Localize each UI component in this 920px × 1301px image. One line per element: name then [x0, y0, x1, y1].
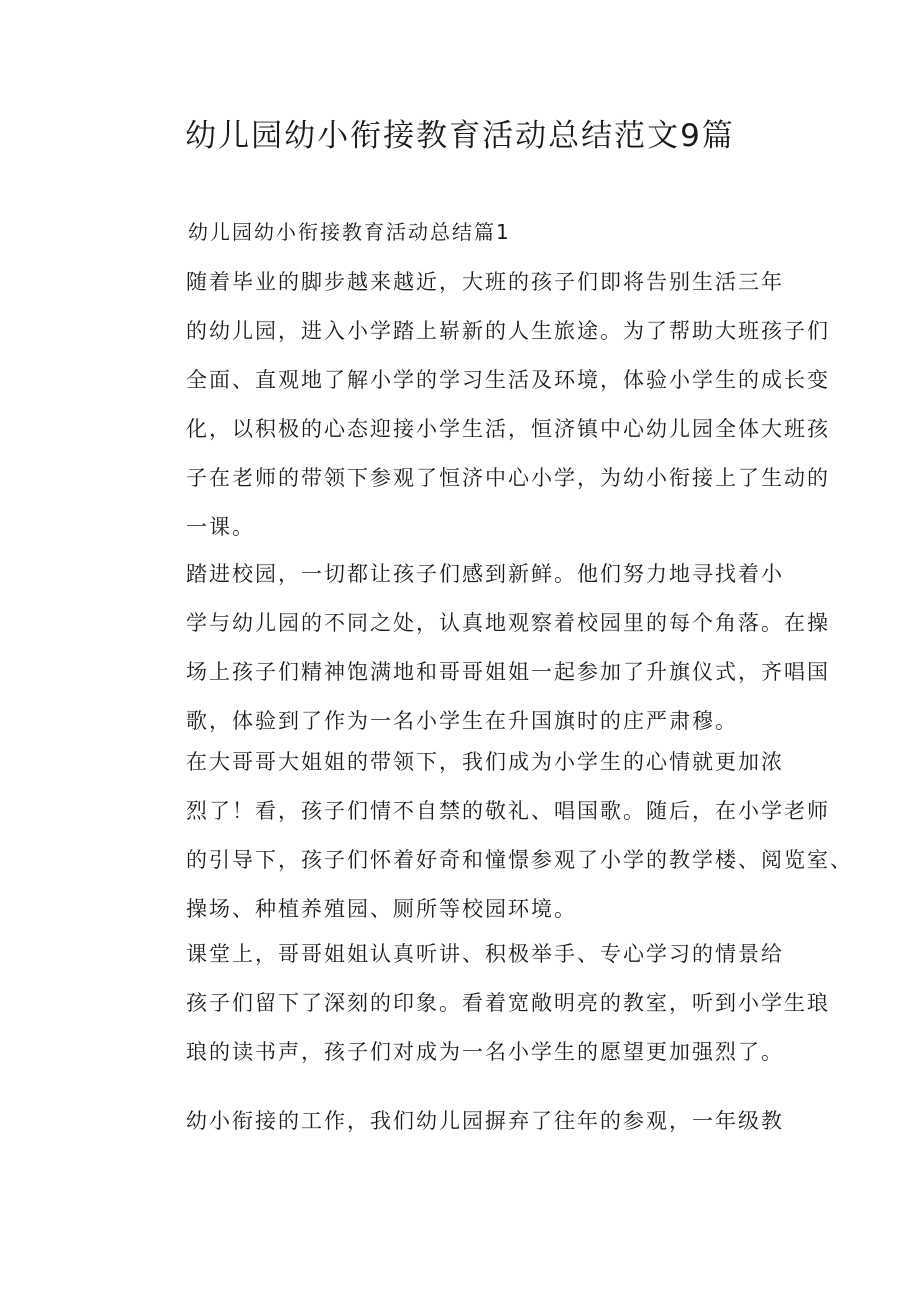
paragraph-line: 子在老师的带领下参观了恒济中心小学，为幼小衔接上了生动的 [186, 466, 830, 490]
paragraph-line: 烈了！看，孩子们情不自禁的敬礼、唱国歌。随后，在小学老师 [186, 799, 830, 823]
paragraph-line: 的引导下，孩子们怀着好奇和憧憬参观了小学的教学楼、阅览室、 [186, 848, 853, 872]
paragraph-line: 在大哥哥大姐姐的带领下，我们成为小学生的心情就更加浓 [186, 750, 784, 774]
paragraph-line: 化，以积极的心态迎接小学生活，恒济镇中心幼儿园全体大班孩 [186, 417, 830, 441]
paragraph-line: 一课。 [186, 515, 255, 539]
paragraph-4 [140, 930, 830, 1077]
paragraph-3 [140, 738, 853, 934]
paragraph-line: 学与幼儿园的不同之处，认真地观察着校园里的每个角落。在操 [186, 611, 830, 635]
paragraph-2 [140, 550, 830, 746]
paragraph-line: 的幼儿园，进入小学踏上崭新的人生旅途。为了帮助大班孩子们 [186, 319, 830, 343]
paragraph-line: 孩子们留下了深刻的印象。看着宽敞明亮的教室，听到小学生琅 [186, 991, 830, 1015]
paragraph-line: 踏进校园，一切都让孩子们感到新鲜。他们努力地寻找着小 [186, 562, 784, 586]
paragraph-line: 随着毕业的脚步越来越近，大班的孩子们即将告别生活三年 [186, 270, 784, 294]
paragraph-line: 全面、直观地了解小学的学习生活及环境，体验小学生的成长变 [186, 368, 830, 392]
paragraph-line: 幼小衔接的工作，我们幼儿园摒弃了往年的参观，一年级教 [186, 1109, 784, 1133]
document-title: 幼儿园幼小衔接教育活动总结范文9篇 [185, 118, 735, 154]
paragraph-line: 课堂上，哥哥姐姐认真听讲、积极举手、专心学习的情景给 [186, 942, 784, 966]
paragraph-line: 琅的读书声，孩子们对成为一名小学生的愿望更加强烈了。 [186, 1040, 784, 1064]
paragraph-line: 场上孩子们精神饱满地和哥哥姐姐一起参加了升旗仪式，齐唱国 [186, 660, 830, 684]
paragraph-5 [140, 1097, 784, 1146]
section-heading: 幼儿园幼小衔接教育活动总结篇1 [188, 220, 511, 244]
paragraph-line: 歌，体验到了作为一名小学生在升国旗时的庄严肃穆。 [186, 709, 738, 733]
paragraph-1 [140, 258, 830, 552]
paragraph-line: 操场、种植养殖园、厕所等校园环境。 [186, 897, 577, 921]
